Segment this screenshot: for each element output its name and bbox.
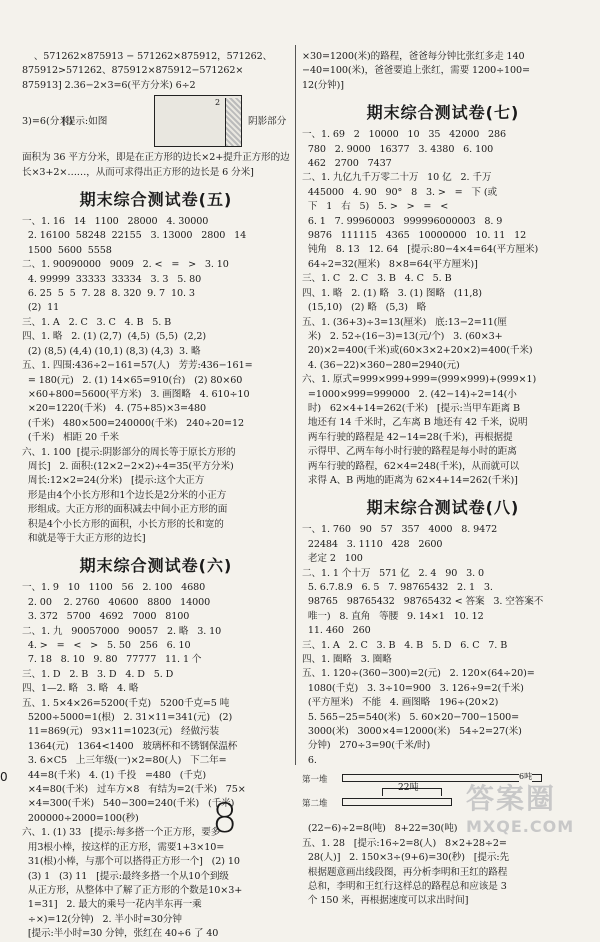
second-pile-bar: [342, 798, 452, 806]
first-pile-label: 第一堆: [302, 775, 328, 786]
right-intro-text: ×30=1200(米)的路程，爸爸每分钟比张红多走 140 −40=100(米)，爸爸要追上张红，需要 1200÷100= 12(分钟)]: [302, 51, 530, 91]
figure-prefix-text: 3)=6(分米): [22, 116, 73, 128]
left-column: [22, 50, 290, 942]
left-intro-line-3: 875913] 2.36−2×3=6(平方分米) 6÷2: [22, 79, 196, 91]
watermark-sub-text: MXQE.COM: [466, 817, 575, 836]
square-diagram: [154, 95, 242, 147]
column-divider: [295, 45, 296, 765]
left-intro-line-2: 875912>571262、875912×875912−571262×: [22, 65, 244, 77]
section-body-exam-5: 一、1. 16 14 1100 28000 4. 30000 2. 16100 58248 22155 3. 13000 2800 14 1500 5600 5558 二、1. 90090000 9009 2. < = > 3. 10 4. 99999 33333 33334 3. 3 5. 80 6. 25 5 5 7. 28 8. 320 9. 7 10. 3 (2) 11 三、1. A 2. C 3. C 4. B 5. B 四、1. 略 2. (1) (2,7) (4,5) (5,5) (2,2) (2) (8,5) (4,4) (10,1) (8,3) (4,3) 3. 略 五、1. 四围:436÷2−161=57(人) 芳芳:436−161= = 180(元) 2. (1) 14×65=910(台) (2) 80×60 ×60+800=5600(平方米) 3. 画图略 4. 610÷10 ×20=1220(千米) 4. (75+85)×3=480 (千米) 480×500=240000(千米) 240÷20=12 (千米) 相距 20 千米 六、1. 100 [提示:阴影部分的周长等于原长方形的 周长] 2. 面积:(12×2−2×2)÷4=35(平方分米) 周长:12×2=24(分米) [提示:这个大正方 形是由4个小长方形和1个边长是2分米的小正方 形组成。大正方形的面积减去中间小正方形的面 积是4个小长方形的面积，小长方形的长和宽的 和就是等于大正方形的边长]: [22, 216, 253, 544]
page-number: 8: [212, 796, 238, 842]
square-figure: [22, 95, 290, 149]
section-title-exam-8: 期末综合测试卷(八): [366, 498, 520, 518]
box-number-label: 2: [215, 98, 221, 108]
figure-hint-text: [提示:如图: [62, 116, 108, 128]
second-pile-label: 第二堆: [302, 799, 328, 810]
figure-shaded-label: 阴影部分: [248, 116, 287, 128]
section-body-exam-6: 一、1. 9 10 1100 56 2. 100 4680 2. 00 2. 2760 40600 8800 14000 3. 372 5700 4692 7000 8100 二、1. 九 90057000 90057 2. 略 3. 10 4. > = < > 5. 50 256 6. 10 7. 18 8. 10 9. 80 77777 11. 1 个 三、1. D 2. B 3. D 4. D 5. D 四、1—2. 略 3. 略 4. 略 五、1. 5×4×26=5200(千克) 5200千克=5 吨 5200÷5000=1(根) 2. 31×11=341(元) (2) 11=869(元) 93×11=1023(元) 经做污装 1364(元) 1364<1400 玻璃杯和不锈钢保温杯 3. 6×C5 上三年级(一)×2=80(人) 下二年= 44=8(千米) 4. (1) 千投 =480 (千克) ×4=80(千米) 过车方×8 有结为=2(千米) 75× ×4=300(千米) 540−300=240(千米) (千米) 200000÷2000=100(秒) 六、1. (1) 33 [提示:每多搭一个正方形，要多 用3根小棒，按这样的正方形，需要1+3×10= 31(根)小棒，与那个可以搭得正方形一个] (2) 10 (3) 1 (3) 11 [提示:最终多搭一个从10个到级 从正方形，从整体中了解了正方形的个数是10×3+ 1=31] 2. 最大的乘号一花内半东再一乘 ÷×)=12(分钟) 2. 半小时=30分钟 [提示:半小时=30 分钟，张红在 40÷6 了 40: [22, 582, 246, 940]
section-title-exam-5: 期末综合测试卷(五): [79, 190, 233, 210]
watermark-main-text: 答案圈: [466, 782, 557, 815]
first-pile-end-label: 6吨: [519, 772, 533, 782]
section-body-exam-7: 一、1. 69 2 10000 10 35 42000 286 780 2. 9000 16377 3. 4380 6. 100 462 2700 7437 二、1. 九亿九千万零二十万 10 亿 2. 千万 445000 4. 90 90° 8 3. > = 下 (或 下 1 右 5) 5. > > = < 6. 1 7. 99960003 999996000003 8. 9 9876 111115 4365 10000000 10. 11 12 钝角 8. 13 12. 64 [提示:80−4×4=64(平方厘米) 64÷2=32(厘米) 8×8=64(平方厘米)] 三、1. C 2. C 3. B 4. C 5. B 四、1. 略 2. (1) 略 3. (1) 图略 (11,8) (15,10) (2) 略 (5,3) 略 五、1. (36+3)÷3=13(厘米) 底:13−2=11(厘 米) 2. 52÷(16−3)=13(元/个) 3. (60×3+ 20)×2=400(千米)或(60×3×2+20×2)=400(千米) 4. (36−22)×360−280=2940(元) 六、1. 原式=999×999+999=(999×999)+(999×1) =1000×999=999000 2. (42−14)÷2=14(小 时) 62×4+14=262(千米) [提示:当甲车距离 B 地还有 14 千米时，乙车离 B 地还有 42 千米，说明 两车行驶的路程是 42−14=28(千米)，再根据提 示得甲、乙两车每小时行驶的路程是每小时的距离 两车行驶的路程，62×4=248(千米)，从而就可以 求得 A、B 两地的距离为 62×4+14=262(千米)]: [302, 129, 539, 486]
brace-label: 22吨: [398, 783, 419, 794]
left-intro-line-1: 、571262×875913 − 571262×875912，571262、: [22, 51, 273, 62]
watermark-logo: [466, 777, 596, 841]
shaded-strip: [225, 98, 241, 146]
section-body-exam-8: 一、1. 760 90 57 357 4000 8. 9472 22484 3. 1110 428 2600 老定 2 100 二、1. 1 个十万 571 亿 2. 4 90 3. 0 5. 6.7.8.9 6. 5 7. 98765432 2. 1 3. 98765 98765432 98765432 < 答案 3. 空答案不 唯一) 8. 直角 等腰 9. 14×1 10. 12 11. 460 260 三、1. A 2. C 3. B 4. B 5. D 6. C 7. B 四、1. 圈略 3. 圈略 五、1. 120÷(360−300)=2(元) 2. 120×(64÷20)= 1080(千克) 3. 3÷10=900 3. 126÷9=2(千米) (平方厘米) 不能 4. 画图略 196÷(20×2) 5. 565−25=540(米) 5. 60×20−700−1500= 3000(米) 3000×4=12000(米) 54÷2=27(米) 分钟) 270÷3=90(千米/时) 6.: [302, 524, 544, 766]
section-title-exam-6: 期末综合测试卷(六): [79, 556, 233, 576]
corner-mark: 0: [0, 770, 8, 784]
right-closing-text: (22−6)÷2=8(吨) 8+22=30(吨) 五、1. 28 [提示:16÷2=8(人) 8×2+28÷2= 28(人)] 2. 150×3÷(9+6)=30(秒) [提示:先 根据题意画出线段图，再分析李明和王红的路程 总和，李明和王红行这样总的路程总和应该是 3 个 150 米，再根据速度可以求出时间]: [302, 823, 510, 907]
figure-explanation: 面积为 36 平方分米，即是在正方形的边长×2+提升正方形的边长×3+2×……，从而可求得出正方形的边长是 6 分米]: [22, 152, 290, 178]
section-title-exam-7: 期末综合测试卷(七): [366, 103, 520, 123]
